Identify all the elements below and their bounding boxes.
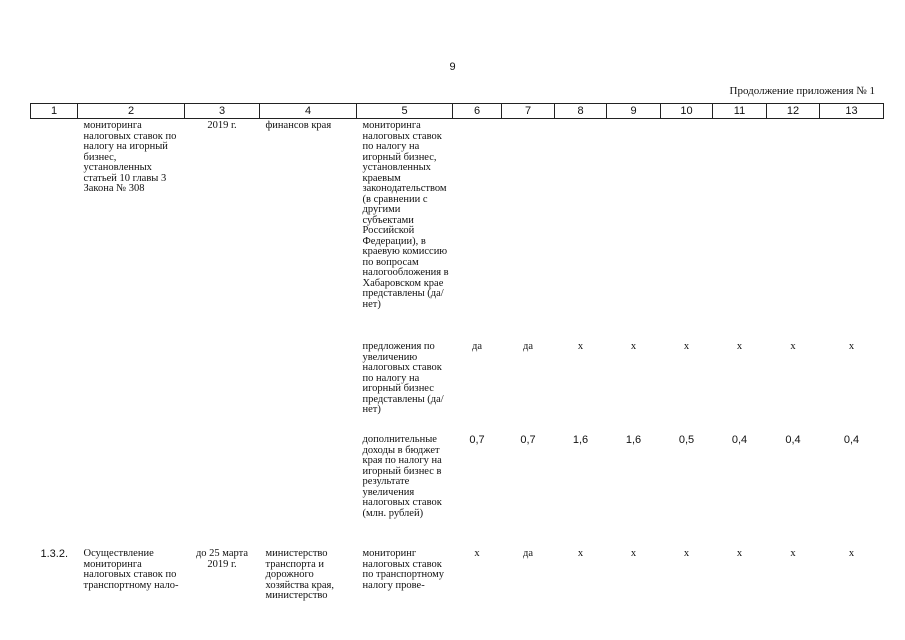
- value-cell: [453, 119, 502, 340]
- header-col-10: 10: [661, 104, 713, 119]
- header-col-8: 8: [555, 104, 607, 119]
- header-col-11: 11: [713, 104, 767, 119]
- value-cell: х: [790, 548, 796, 559]
- value-cell: х: [848, 341, 855, 352]
- measure-name: [78, 432, 185, 546]
- value-cell: х: [630, 548, 637, 559]
- table-row: [31, 339, 884, 432]
- responsible: финансов края: [265, 120, 332, 131]
- value-cell: [767, 119, 820, 340]
- header-col-7: 7: [502, 104, 555, 119]
- deadline: [185, 432, 260, 546]
- value-cell: 1,6: [625, 434, 642, 446]
- header-col-6: 6: [453, 104, 502, 119]
- value-cell: х: [683, 341, 690, 352]
- deadline: 2019 г.: [207, 120, 237, 131]
- indicator: дополнительные доходы в бюджет края по налогу на игорный бизнес в результате увеличения налоговых ставок (млн. рублей): [362, 434, 442, 519]
- header-col-3: 3: [185, 104, 260, 119]
- responsible: [260, 339, 357, 432]
- deadline: [185, 339, 260, 432]
- header-col-12: 12: [767, 104, 820, 119]
- value-cell: 0,4: [785, 434, 801, 446]
- row-index: [31, 339, 78, 432]
- indicator: мониторинг налоговых ставок по транспортному налогу прове-: [362, 548, 445, 591]
- value-cell: 0,4: [843, 434, 860, 446]
- value-cell: [555, 119, 607, 340]
- value-cell: да: [522, 548, 533, 559]
- value-cell: [607, 119, 661, 340]
- row-index: [31, 119, 78, 340]
- value-cell: [502, 119, 555, 340]
- value-cell: х: [630, 341, 637, 352]
- appendix-table: [30, 103, 884, 629]
- header-col-5: 5: [357, 104, 453, 119]
- value-cell: 0,4: [731, 434, 748, 446]
- header-col-9: 9: [607, 104, 661, 119]
- value-cell: да: [471, 341, 482, 352]
- header-col-2: 2: [78, 104, 185, 119]
- deadline: до 25 марта 2019 г.: [195, 548, 249, 570]
- value-cell: 0,7: [469, 434, 485, 446]
- column-number-header: [31, 104, 884, 119]
- page-number: 9: [449, 61, 456, 73]
- value-cell: х: [474, 548, 480, 559]
- value-cell: х: [577, 341, 584, 352]
- value-cell: х: [577, 548, 584, 559]
- header-col-13: 13: [820, 104, 884, 119]
- row-index: [31, 432, 78, 546]
- value-cell: х: [736, 548, 743, 559]
- measure-name: Осуществление мониторинга налоговых ставок по транспортному нало-: [83, 548, 179, 591]
- row-index: 1.3.2.: [40, 548, 69, 560]
- value-cell: х: [736, 341, 743, 352]
- header-col-1: 1: [31, 104, 78, 119]
- value-cell: [713, 119, 767, 340]
- value-cell: [820, 119, 884, 340]
- table-row: [31, 432, 884, 546]
- value-cell: х: [683, 548, 690, 559]
- value-cell: х: [790, 341, 796, 352]
- header-col-4: 4: [260, 104, 357, 119]
- table-row: [31, 546, 884, 629]
- value-cell: 0,5: [678, 434, 695, 446]
- value-cell: [661, 119, 713, 340]
- value-cell: 1,6: [572, 434, 589, 446]
- measure-name: [78, 339, 185, 432]
- responsible: министерство транспорта и дорожного хозяйства края, министерство: [265, 548, 335, 601]
- measure-name: мониторинга налоговых ставок по налогу на игорный бизнес, установленных статьей 10 главы 3 Закона № 308: [83, 120, 177, 194]
- responsible: [260, 432, 357, 546]
- continuation-label: Продолжение приложения № 1: [729, 85, 875, 97]
- table-row: [31, 119, 884, 340]
- value-cell: 0,7: [520, 434, 536, 446]
- indicator: предложения по увеличению налоговых ставок по налогу на игорный бизнес представлены (да/нет): [362, 341, 444, 415]
- value-cell: х: [848, 548, 855, 559]
- indicator: мониторинга налоговых ставок по налогу на игорный бизнес, установленных краевым законодательством (в сравнении с другими субъектами Российской Федерации), в краевую комиссию по вопросам налогообложения в Хабаровском крае представлены (да/нет): [362, 120, 449, 310]
- value-cell: да: [522, 341, 533, 352]
